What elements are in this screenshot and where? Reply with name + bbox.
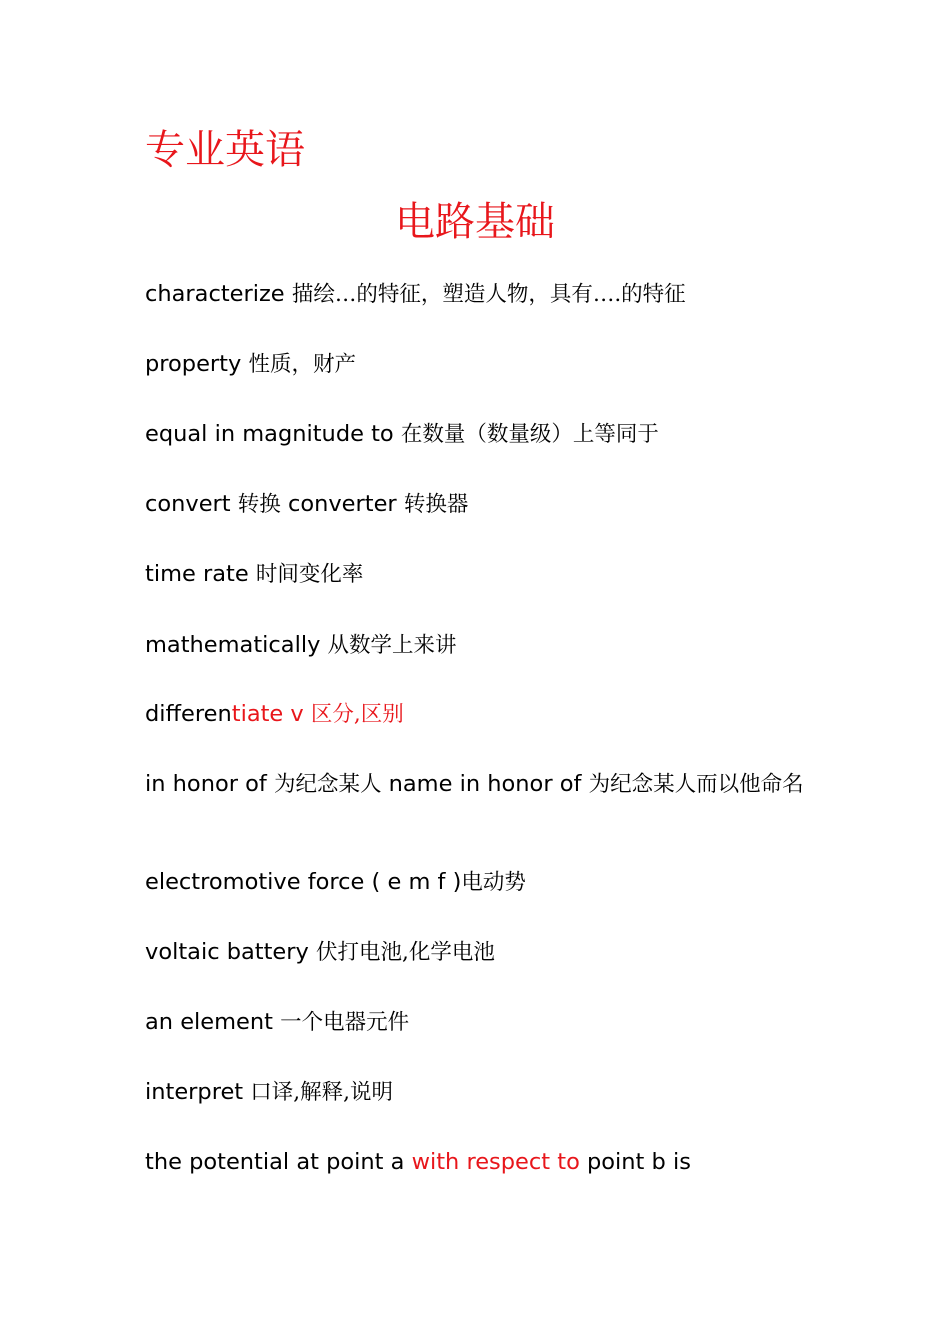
entry-term: time rate [145, 561, 256, 587]
vocab-entry [145, 862, 805, 903]
document-title: 专业英语 [145, 127, 305, 173]
vocab-entry [145, 1142, 805, 1182]
vocab-entry [145, 344, 805, 385]
entry-translation: 时间变化率 [255, 562, 364, 587]
section-heading: 电路基础 [395, 199, 555, 245]
entry-translation: 一个电器元件 [280, 1010, 410, 1035]
vocab-entry [145, 764, 805, 805]
entry-term: electromotive force ( e m f ) [145, 869, 462, 895]
vocab-entry [145, 414, 805, 455]
entry-term: in honor of [145, 771, 274, 797]
vocab-entry [145, 484, 805, 525]
entry-term: point b is [579, 1149, 691, 1175]
entry-term: mathematically [145, 632, 328, 658]
entry-term: tiate v [231, 701, 311, 727]
entry-term: differen [145, 701, 232, 727]
entry-term: characterize [145, 281, 292, 307]
entry-term: converter [280, 491, 404, 517]
entry-term: property [145, 351, 249, 377]
vocab-entry [145, 1072, 805, 1113]
entry-translation: 从数学上来讲 [327, 633, 457, 658]
vocab-entry [145, 932, 805, 973]
entry-term: with respect to [411, 1149, 580, 1175]
entry-term: the potential at point a [145, 1149, 412, 1175]
entry-translation: 在数量（数量级）上等同于 [400, 422, 659, 447]
entry-translation: 口译,解释,说明 [250, 1080, 393, 1105]
vocab-entry [145, 694, 805, 735]
entry-term: name in honor of [381, 771, 589, 797]
vocab-entry [145, 554, 805, 595]
entry-translation: 转换器 [403, 492, 469, 517]
entry-term: equal in magnitude to [145, 421, 401, 447]
vocab-entry [145, 274, 805, 315]
entry-translation: 区分,区别 [310, 702, 404, 727]
entry-translation: 描绘…的特征，塑造人物，具有….的特征 [291, 282, 686, 307]
entry-term: voltaic battery [145, 939, 316, 965]
entry-term: interpret [145, 1079, 251, 1105]
vocab-entry [145, 625, 805, 666]
entry-term: convert [145, 491, 238, 517]
entry-translation: 转换 [237, 492, 281, 517]
entry-translation: 电动势 [461, 870, 526, 895]
entry-term: an element [145, 1009, 281, 1035]
vocab-entry [145, 1002, 805, 1043]
entry-translation: 性质，财产 [248, 352, 356, 377]
entry-translation: 伏打电池,化学电池 [316, 940, 495, 965]
entry-translation: 为纪念某人而以他命名 [588, 772, 804, 797]
entry-translation: 为纪念某人 [273, 772, 382, 797]
